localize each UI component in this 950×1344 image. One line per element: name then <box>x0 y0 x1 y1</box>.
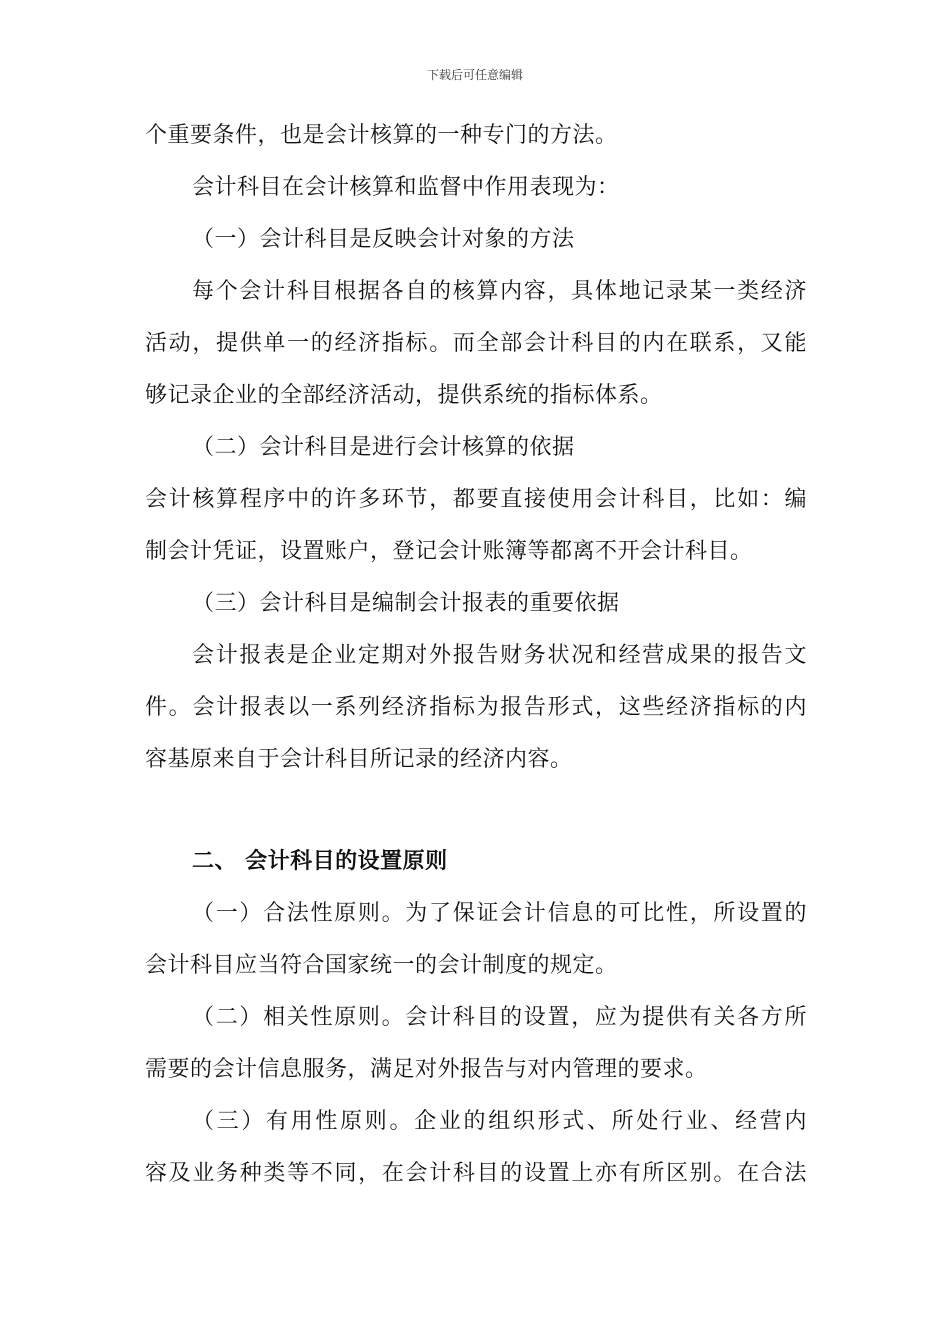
body-line: 制会计凭证，设置账户，登记会计账簿等都离不开会计科目。 <box>145 539 753 564</box>
body-line: 容及业务种类等不同，在会计科目的设置上亦有所区别。在合法 <box>145 1161 807 1186</box>
body-line: 会计报表是企业定期对外报告财务状况和经营成果的报告文 <box>192 643 807 668</box>
body-line: 每个会计科目根据各自的核算内容，具体地记录某一类经济 <box>192 279 807 304</box>
body-line: （三）有用性原则。企业的组织形式、所处行业、经营内 <box>192 1109 807 1134</box>
page-header: 下载后可任意编辑 <box>426 68 523 82</box>
subheading-line: （三）会计科目是编制会计报表的重要依据 <box>192 591 620 616</box>
section-heading: 二、 会计科目的设置原则 <box>192 849 448 874</box>
body-line: 需要的会计信息服务，满足对外报告与对内管理的要求。 <box>145 1057 708 1082</box>
body-line: （二）相关性原则。会计科目的设置，应为提供有关各方所 <box>192 1005 807 1030</box>
body-line: 会计科目在会计核算和监督中作用表现为： <box>192 175 620 200</box>
body-line: 件。会计报表以一系列经济指标为报告形式，这些经济指标的内 <box>145 695 807 720</box>
body-line: （一）合法性原则。为了保证会计信息的可比性，所设置的 <box>192 901 807 926</box>
body-line: 容基原来自于会计科目所记录的经济内容。 <box>145 747 573 772</box>
body-line: 会计科目应当符合国家统一的会计制度的规定。 <box>145 953 618 978</box>
body-line: 个重要条件，也是会计核算的一种专门的方法。 <box>145 123 618 148</box>
subheading-line: （二）会计科目是进行会计核算的依据 <box>192 435 575 460</box>
subheading-line: （一）会计科目是反映会计对象的方法 <box>192 227 575 252</box>
body-line: 活动，提供单一的经济指标。而全部会计科目的内在联系，又能 <box>145 331 807 356</box>
body-line: 会计核算程序中的许多环节，都要直接使用会计科目，比如：编 <box>145 487 807 512</box>
body-line: 够记录企业的全部经济活动，提供系统的指标体系。 <box>145 383 663 408</box>
